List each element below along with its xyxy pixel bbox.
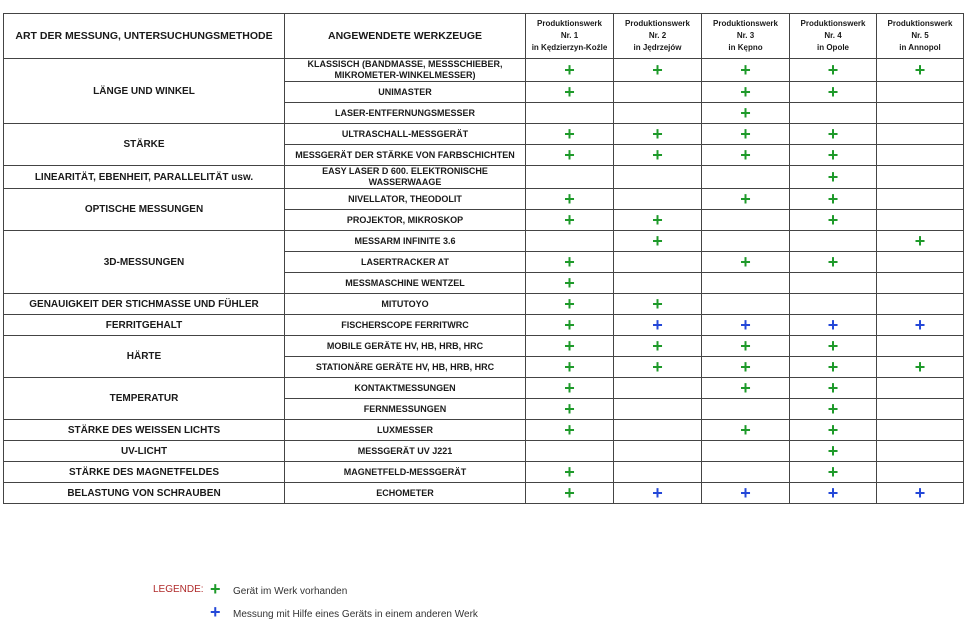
plus-icon-blue: +	[790, 483, 877, 504]
plant-location: in Opole	[817, 43, 849, 52]
plant-number: Nr. 4	[824, 31, 842, 40]
plus-icon-green: +	[790, 59, 877, 82]
plus-icon-green: +	[702, 336, 790, 357]
plus-icon-green: +	[526, 273, 614, 294]
method-cell: FERRITGEHALT	[4, 315, 285, 336]
empty-cell	[702, 441, 790, 462]
table-row	[4, 462, 964, 483]
plus-icon-green: +	[790, 336, 877, 357]
legend-text-available: Gerät im Werk vorhanden	[233, 586, 348, 597]
table-row	[4, 231, 964, 252]
empty-cell	[526, 441, 614, 462]
empty-cell	[877, 124, 964, 145]
method-column-header: ART DER MESSUNG, UNTERSUCHUNGSMETHODE	[4, 14, 285, 59]
plus-icon-green: +	[790, 145, 877, 166]
plus-icon-green: +	[702, 124, 790, 145]
empty-cell	[614, 378, 702, 399]
plus-icon-blue: +	[877, 315, 964, 336]
empty-cell	[614, 189, 702, 210]
empty-cell	[877, 336, 964, 357]
plus-icon-green: +	[877, 231, 964, 252]
plus-icon-blue: +	[702, 315, 790, 336]
plus-icon-green: +	[790, 166, 877, 189]
empty-cell	[702, 294, 790, 315]
plus-icon-green: +	[526, 145, 614, 166]
plant-location: in Annopol	[899, 43, 941, 52]
tools-column-header: ANGEWENDETE WERKZEUGE	[285, 14, 526, 59]
empty-cell	[702, 462, 790, 483]
header-row	[4, 14, 964, 59]
plus-icon-green: +	[702, 59, 790, 82]
plus-icon-green: +	[526, 124, 614, 145]
plus-icon-green: +	[526, 336, 614, 357]
tool-cell: MESSGERÄT UV J221	[285, 441, 526, 462]
empty-cell	[614, 252, 702, 273]
tool-cell: PROJEKTOR, MIKROSKOP	[285, 210, 526, 231]
plus-icon-green: +	[790, 399, 877, 420]
tool-cell: EASY LASER D 600. ELEKTRONISCHE WASSERWAAGE	[285, 166, 526, 189]
method-cell: LÄNGE UND WINKEL	[4, 59, 285, 124]
plus-icon-green: +	[702, 82, 790, 103]
table-row	[4, 336, 964, 357]
legend	[0, 580, 600, 624]
tool-cell: LUXMESSER	[285, 420, 526, 441]
tool-cell: MESSGERÄT DER STÄRKE VON FARBSCHICHTEN	[285, 145, 526, 166]
tool-cell: KONTAKTMESSUNGEN	[285, 378, 526, 399]
legend-title: LEGENDE:	[153, 584, 204, 595]
tool-cell: FISCHERSCOPE FERRITWRC	[285, 315, 526, 336]
table-row	[4, 315, 964, 336]
empty-cell	[877, 378, 964, 399]
plant-location: in Kędzierzyn-Koźle	[531, 43, 608, 52]
legend-text-other-plant: Messung mit Hilfe eines Geräts in einem anderen Werk	[233, 609, 478, 620]
plus-icon-green: +	[526, 462, 614, 483]
plus-icon-green: +	[702, 420, 790, 441]
plus-icon-green: +	[790, 210, 877, 231]
plus-icon-green: +	[790, 124, 877, 145]
plus-icon-green: +	[702, 189, 790, 210]
plant-number: Nr. 1	[560, 31, 579, 40]
empty-cell	[877, 189, 964, 210]
empty-cell	[614, 420, 702, 441]
tool-cell: MOBILE GERÄTE HV, HB, HRB, HRC	[285, 336, 526, 357]
tool-cell: ECHOMETER	[285, 483, 526, 504]
tool-cell: LASER-ENTFERNUNGSMESSER	[285, 103, 526, 124]
plant-label: Produktionswerk	[800, 19, 866, 28]
plus-icon-green: +	[702, 357, 790, 378]
plus-icon-blue: +	[702, 483, 790, 504]
matrix-body	[4, 59, 964, 504]
plus-icon-blue: +	[614, 315, 702, 336]
plant-column-header-5	[877, 14, 964, 59]
empty-cell	[614, 399, 702, 420]
table-row	[4, 420, 964, 441]
empty-cell	[877, 273, 964, 294]
table-row	[4, 441, 964, 462]
plus-icon-green: +	[702, 378, 790, 399]
plant-column-header-3	[702, 14, 790, 59]
empty-cell	[614, 441, 702, 462]
plant-location: in Kępno	[728, 43, 763, 52]
empty-cell	[877, 441, 964, 462]
empty-cell	[614, 103, 702, 124]
plant-number: Nr. 5	[911, 31, 929, 40]
plus-icon-green: +	[526, 59, 614, 82]
plus-icon-green: +	[702, 252, 790, 273]
table-row	[4, 124, 964, 145]
empty-cell	[614, 166, 702, 189]
plus-icon-green: +	[614, 294, 702, 315]
table-row	[4, 378, 964, 399]
empty-cell	[614, 273, 702, 294]
plus-icon-green: +	[790, 378, 877, 399]
plant-number: Nr. 2	[648, 31, 667, 40]
plus-icon-green: +	[526, 420, 614, 441]
empty-cell	[877, 82, 964, 103]
empty-cell	[877, 145, 964, 166]
tool-cell: MESSMASCHINE WENTZEL	[285, 273, 526, 294]
method-cell: LINEARITÄT, EBENHEIT, PARALLELITÄT usw.	[4, 166, 285, 189]
tool-cell: FERNMESSUNGEN	[285, 399, 526, 420]
empty-cell	[877, 252, 964, 273]
plant-label: Produktionswerk	[625, 19, 690, 28]
plus-icon-green: +	[526, 483, 614, 504]
table-row	[4, 189, 964, 210]
method-cell: HÄRTE	[4, 336, 285, 378]
plant-column-header-4	[790, 14, 877, 59]
plus-icon-blue: +	[210, 602, 221, 622]
empty-cell	[614, 462, 702, 483]
table-row	[4, 166, 964, 189]
plus-icon-green: +	[702, 103, 790, 124]
table-row	[4, 59, 964, 82]
measurement-matrix-table	[3, 13, 964, 504]
plus-icon-green: +	[614, 59, 702, 82]
plus-icon-green: +	[614, 357, 702, 378]
empty-cell	[790, 103, 877, 124]
method-cell: GENAUIGKEIT DER STICHMASSE UND FÜHLER	[4, 294, 285, 315]
plant-label: Produktionswerk	[713, 19, 778, 28]
table-row	[4, 483, 964, 504]
empty-cell	[790, 231, 877, 252]
empty-cell	[614, 82, 702, 103]
empty-cell	[790, 294, 877, 315]
tool-cell: NIVELLATOR, THEODOLIT	[285, 189, 526, 210]
empty-cell	[877, 420, 964, 441]
plus-icon-green: +	[877, 357, 964, 378]
plus-icon-green: +	[526, 210, 614, 231]
empty-cell	[877, 210, 964, 231]
plus-icon-green: +	[526, 82, 614, 103]
method-cell: UV-LICHT	[4, 441, 285, 462]
method-cell: STÄRKE DES MAGNETFELDES	[4, 462, 285, 483]
method-cell: TEMPERATUR	[4, 378, 285, 420]
empty-cell	[702, 210, 790, 231]
empty-cell	[526, 103, 614, 124]
plus-icon-green: +	[790, 252, 877, 273]
empty-cell	[702, 166, 790, 189]
empty-cell	[877, 294, 964, 315]
plus-icon-green: +	[526, 252, 614, 273]
plus-icon-green: +	[790, 441, 877, 462]
plus-icon-green: +	[877, 59, 964, 82]
plus-icon-green: +	[210, 579, 221, 599]
empty-cell	[790, 273, 877, 294]
empty-cell	[702, 231, 790, 252]
tool-cell: STATIONÄRE GERÄTE HV, HB, HRB, HRC	[285, 357, 526, 378]
plant-number: Nr. 3	[736, 31, 755, 40]
tool-cell: MITUTOYO	[285, 294, 526, 315]
method-cell: STÄRKE DES WEISSEN LICHTS	[4, 420, 285, 441]
plant-label: Produktionswerk	[537, 19, 602, 28]
tool-cell: UNIMASTER	[285, 82, 526, 103]
plus-icon-green: +	[526, 357, 614, 378]
plus-icon-green: +	[790, 357, 877, 378]
tool-cell: KLASSISCH (BANDMASSE, MESSSCHIEBER, MIKROMETER-WINKELMESSER)	[285, 59, 526, 82]
tool-cell: MESSARM INFINITE 3.6	[285, 231, 526, 252]
plus-icon-blue: +	[877, 483, 964, 504]
plant-column-header-2	[614, 14, 702, 59]
method-cell: OPTISCHE MESSUNGEN	[4, 189, 285, 231]
empty-cell	[702, 273, 790, 294]
plant-label: Produktionswerk	[887, 19, 953, 28]
plus-icon-green: +	[614, 124, 702, 145]
plus-icon-green: +	[790, 189, 877, 210]
tool-cell: LASERTRACKER AT	[285, 252, 526, 273]
plus-icon-green: +	[614, 336, 702, 357]
method-cell: 3D-MESSUNGEN	[4, 231, 285, 294]
plus-icon-green: +	[614, 231, 702, 252]
tool-cell: ULTRASCHALL-MESSGERÄT	[285, 124, 526, 145]
tool-cell: MAGNETFELD-MESSGERÄT	[285, 462, 526, 483]
plus-icon-green: +	[790, 420, 877, 441]
plus-icon-green: +	[526, 378, 614, 399]
empty-cell	[526, 166, 614, 189]
plus-icon-green: +	[790, 462, 877, 483]
plus-icon-green: +	[702, 145, 790, 166]
empty-cell	[877, 399, 964, 420]
plus-icon-green: +	[790, 82, 877, 103]
empty-cell	[877, 166, 964, 189]
plus-icon-green: +	[526, 189, 614, 210]
plant-location: in Jędrzejów	[633, 43, 682, 52]
plus-icon-green: +	[526, 399, 614, 420]
plus-icon-green: +	[614, 145, 702, 166]
plant-column-header-1	[526, 14, 614, 59]
empty-cell	[702, 399, 790, 420]
plus-icon-green: +	[614, 210, 702, 231]
method-cell: STÄRKE	[4, 124, 285, 166]
empty-cell	[877, 103, 964, 124]
plus-icon-green: +	[526, 294, 614, 315]
plus-icon-blue: +	[790, 315, 877, 336]
empty-cell	[877, 462, 964, 483]
table-row	[4, 294, 964, 315]
method-cell: BELASTUNG VON SCHRAUBEN	[4, 483, 285, 504]
plus-icon-blue: +	[614, 483, 702, 504]
empty-cell	[526, 231, 614, 252]
plus-icon-green: +	[526, 315, 614, 336]
